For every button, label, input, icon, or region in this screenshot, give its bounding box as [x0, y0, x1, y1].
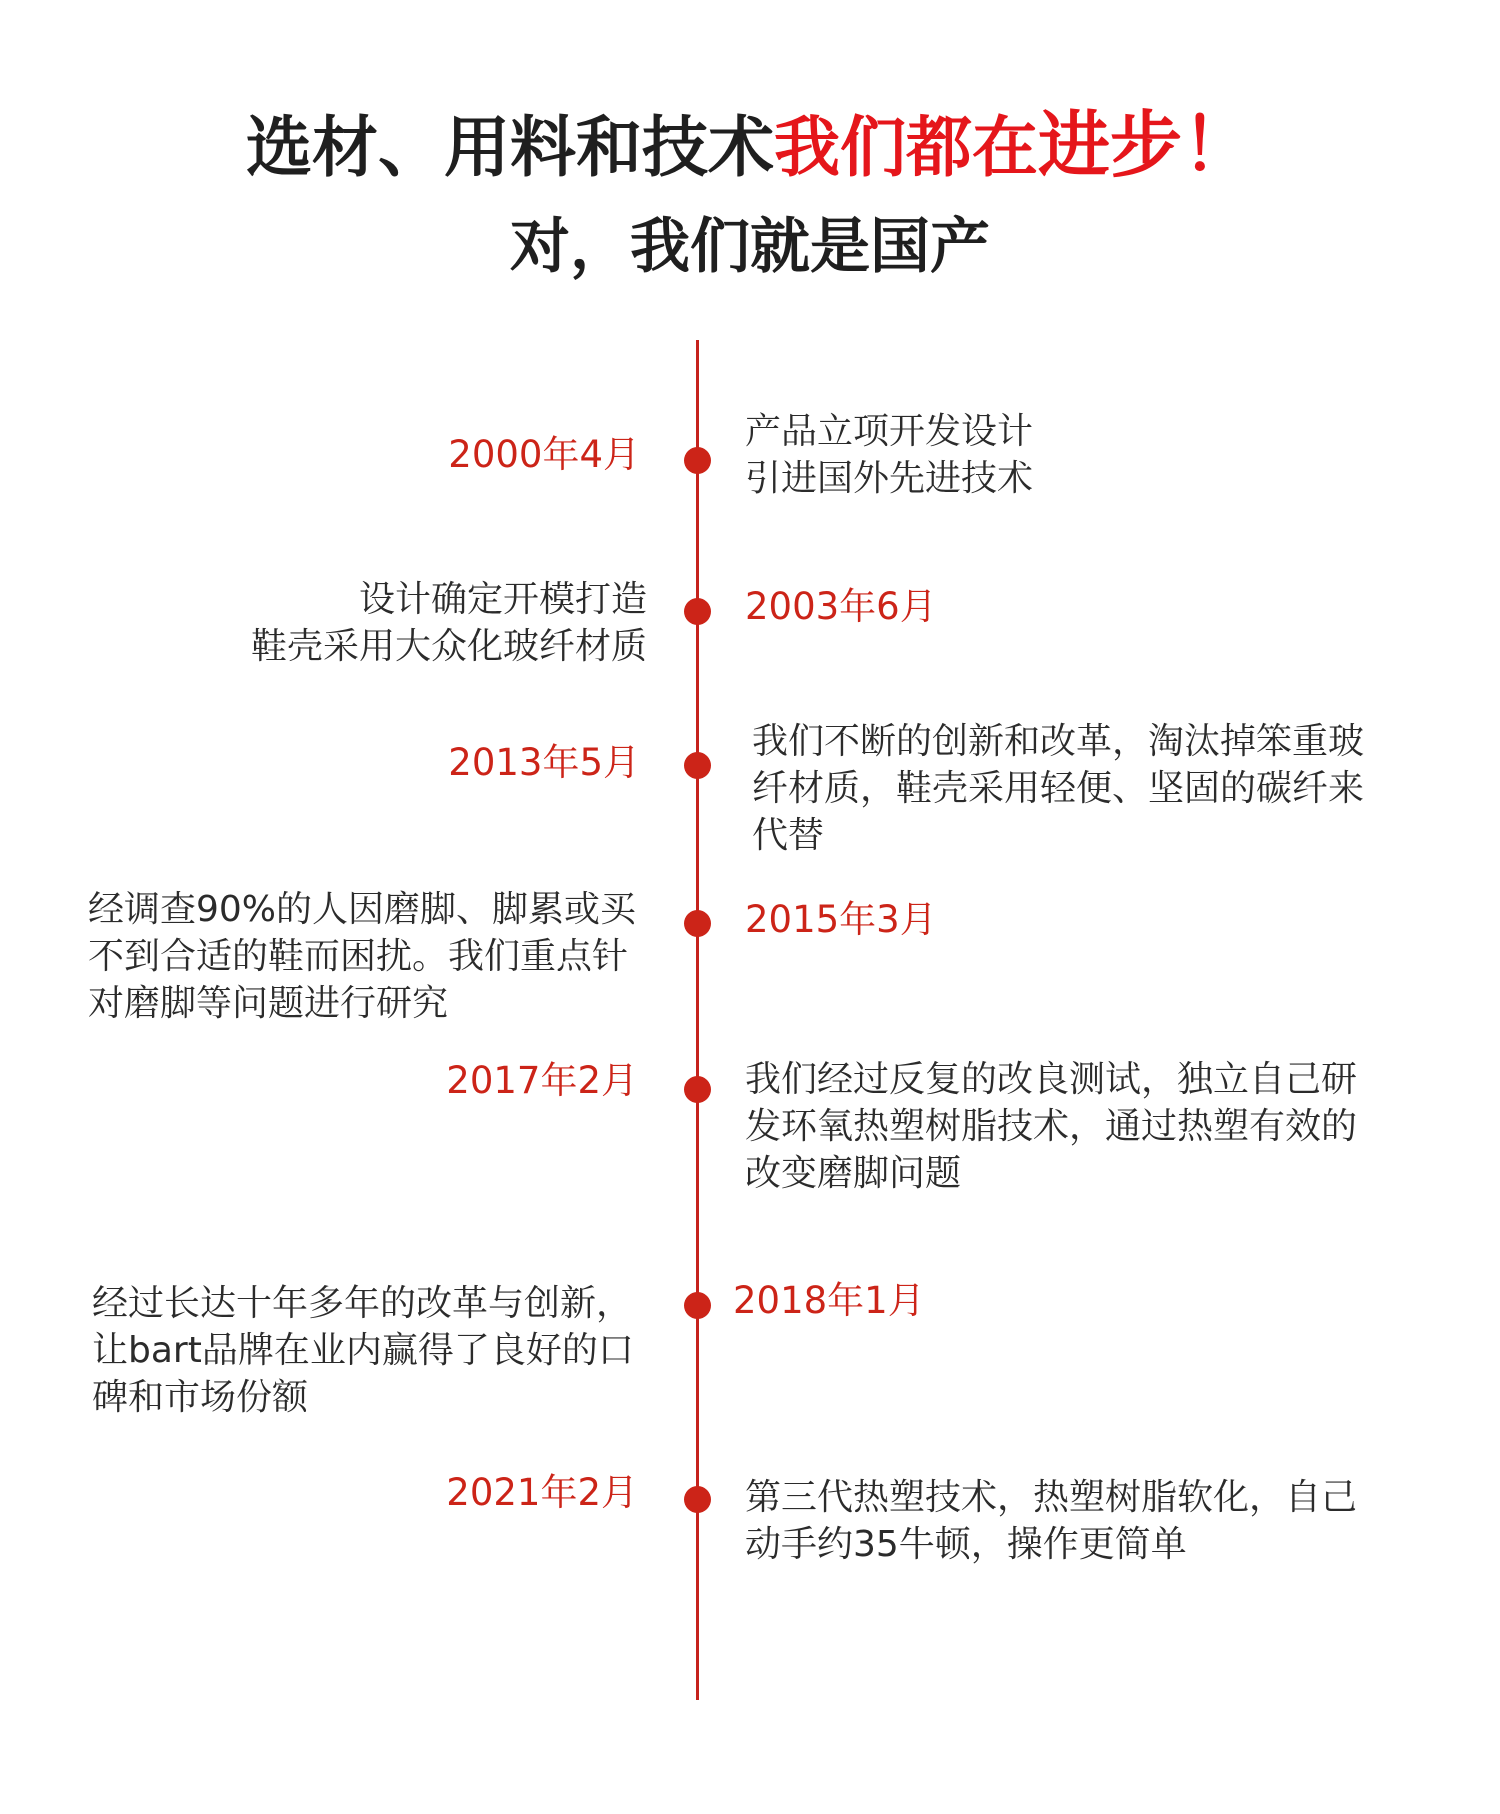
desc-line: 改变磨脚问题: [745, 1153, 962, 1194]
desc-line: 产品立项开发设计: [745, 411, 1034, 452]
timeline-date-2013: 2013年5月: [448, 741, 640, 784]
timeline-date-2017: 2017年2月: [446, 1059, 638, 1102]
timeline-dot: [684, 910, 711, 937]
timeline-desc-2003: [251, 576, 647, 670]
desc-line: 鞋壳采用大众化玻纤材质: [250, 626, 647, 667]
desc-line: 碑和市场份额: [92, 1377, 309, 1418]
timeline-desc-2013: [752, 718, 1364, 859]
timeline-dot: [684, 1486, 711, 1513]
timeline-date-2000: 2000年4月: [448, 433, 640, 476]
desc-line: 动手约35牛顿，操作更简单: [745, 1524, 1187, 1565]
timeline-dot: [684, 598, 711, 625]
desc-line: 纤材质，鞋壳采用轻便、坚固的碳纤来: [752, 768, 1365, 809]
timeline-dot: [684, 1076, 711, 1103]
timeline-desc-2000: [745, 408, 1033, 502]
timeline-dot: [684, 447, 711, 474]
desc-line: 设计确定开模打造: [358, 579, 647, 620]
desc-line: 引进国外先进技术: [745, 458, 1034, 499]
headline-line-1: [0, 100, 1500, 193]
headline-accent: 我们都在: [773, 109, 1038, 186]
headline-line-2: 对，我们就是国产: [510, 212, 990, 282]
desc-line: 对磨脚等问题进行研究: [88, 983, 449, 1024]
desc-line: 经调查90%的人因磨脚、脚累或买: [88, 889, 637, 930]
desc-line: 我们经过反复的改良测试，独立自己研: [745, 1059, 1358, 1100]
desc-line: 发环氧热塑树脂技术，通过热塑有效的: [745, 1106, 1358, 1147]
timeline-dot: [684, 752, 711, 779]
timeline-desc-2018: [92, 1280, 634, 1421]
timeline-date-2018: 2018年1月: [733, 1279, 925, 1322]
desc-line: 经过长达十年多年的改革与创新，: [92, 1283, 633, 1324]
timeline-dot: [684, 1292, 711, 1319]
timeline-date-2021: 2021年2月: [446, 1471, 638, 1514]
desc-line: 我们不断的创新和改革，淘汰掉笨重玻: [752, 721, 1365, 762]
desc-line: 让bart品牌在业内赢得了良好的口: [92, 1330, 634, 1371]
timeline-date-2003: 2003年6月: [745, 585, 937, 628]
timeline-desc-2021: [745, 1474, 1357, 1568]
desc-line: 第三代热塑技术，热塑树脂软化，自己: [745, 1477, 1358, 1518]
timeline-date-2015: 2015年3月: [745, 898, 937, 941]
desc-line: 不到合适的鞋而困扰。我们重点针: [88, 936, 629, 977]
headline-prefix: 选材、用料和技术: [245, 109, 774, 186]
headline-accent-big: 进步！: [1037, 103, 1254, 187]
desc-line: 代替: [752, 815, 825, 856]
timeline-desc-2015: [88, 886, 636, 1027]
timeline-desc-2017: [745, 1056, 1357, 1197]
